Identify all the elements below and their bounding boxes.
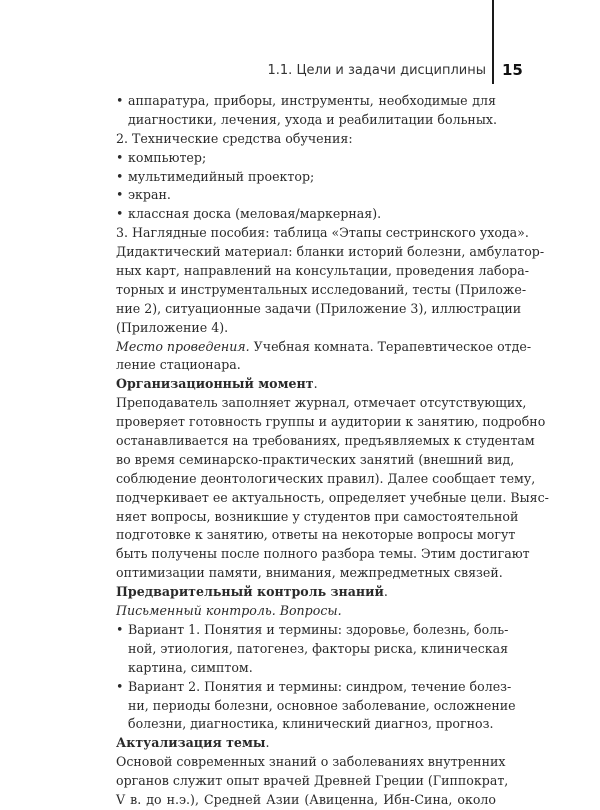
text-line: Дидактический материал: бланки историй болезни, амбулатор- [116,244,545,260]
page-content [116,92,549,810]
list-item [116,205,496,224]
subheading [116,375,496,394]
text-line: ных карт, направлений на консультации, проведения лабора- [116,263,529,279]
text-line: диагностики, лечения, ухода и реабилитации больных. [128,111,497,127]
bullet-glyph: • [116,149,124,165]
list-item [116,621,509,640]
text-line: Основой современных знаний о заболеваниях внутренних [116,754,506,770]
list-item [116,168,496,187]
text-line: быть получены после полного разбора темы. Этим достигают [116,546,530,562]
italic-lead: Место проведения. [116,338,250,354]
text-line: Вариант 2. Понятия и термины: синдром, течение болез- [128,678,512,694]
subheading [116,734,496,753]
list-item [116,678,512,697]
text-line: картина, симптом. [128,659,253,675]
text-line: аппаратура, приборы, инструменты, необходимые для [128,93,496,108]
text-line: Преподаватель заполняет журнал, отмечает отсутствующих, [116,395,527,411]
text-line: оптимизации памяти, внимания, межпредметных связей. [116,565,503,581]
bullet-glyph: • [116,621,124,637]
list-item [116,92,496,111]
text-line: Письменный контроль. Вопросы. [116,603,342,619]
bullet-glyph: • [116,168,124,184]
text-line: Вариант 1. Понятия и термины: здоровье, болезнь, боль- [128,621,509,637]
text-line: останавливается на требованиях, предъявляемых к студентам [116,433,535,449]
text-line: компьютер; [128,149,207,165]
subheading-period: . [383,584,388,600]
text-line: подчеркивает ее актуальность, определяет учебные цели. Выяс- [116,489,549,505]
text-line: 3. Наглядные пособия: таблица «Этапы сестринского ухода». [116,225,529,241]
bullet-glyph: • [116,206,124,222]
text-line: ной, этиология, патогенез, факторы риска, клиническая [128,640,509,656]
running-title: 1.1. Цели и задачи дисциплины [267,63,486,78]
subheading [116,583,496,602]
page-number: 15 [502,61,523,79]
text-line: (Приложение 4). [116,319,229,335]
text-run: Учебная комната. Терапевтическое отде- [249,338,532,354]
text-line [116,338,532,357]
text-line: ние 2), ситуационные задачи (Приложение 3), иллюстрации [116,300,522,316]
section-heading: 2. Технические средства обучения: [116,130,353,146]
bullet-glyph: • [116,93,124,108]
text-line: классная доска (меловая/маркерная). [128,206,382,222]
text-line: экран. [128,187,171,203]
bullet-glyph: • [116,678,124,694]
text-line: ление стационара. [116,357,241,373]
text-line: ни, периоды болезни, основное заболевание, осложнение [128,697,516,713]
bullet-glyph: • [116,187,124,203]
subheading-text: Организационный момент [116,376,314,392]
text-line: органов служит опыт врачей Древней Греции (Гиппократ, [116,773,509,789]
text-line: торных и инструментальных исследований, тесты (Приложе- [116,281,527,297]
subheading-text: Предварительный контроль знаний [116,584,384,600]
text-line: болезни, диагностика, клинический диагноз, прогноз. [128,716,494,732]
text-line: во время семинарско-практических занятий (внешний вид, [116,451,515,467]
subheading-text: Актуализация темы [116,735,266,751]
list-item [116,149,496,168]
text-line: проверяет готовность группы и аудитории к занятию, подробно [116,414,546,430]
text-line: V в. до н.э.), Средней Азии (Авиценна, Ибн-Сина, около [116,791,496,807]
text-line: подготовке к занятию, ответы на некоторые вопросы могут [116,527,516,543]
text-line: соблюдение деонтологических правил). Далее сообщает тему, [116,470,536,486]
subheading-period: . [265,735,270,751]
subheading-period: . [313,376,318,392]
text-line: мультимедийный проектор; [128,168,315,184]
text-line: няет вопросы, возникшие у студентов при самостоятельной [116,508,519,524]
header-rule [492,0,494,84]
list-item [116,186,496,205]
